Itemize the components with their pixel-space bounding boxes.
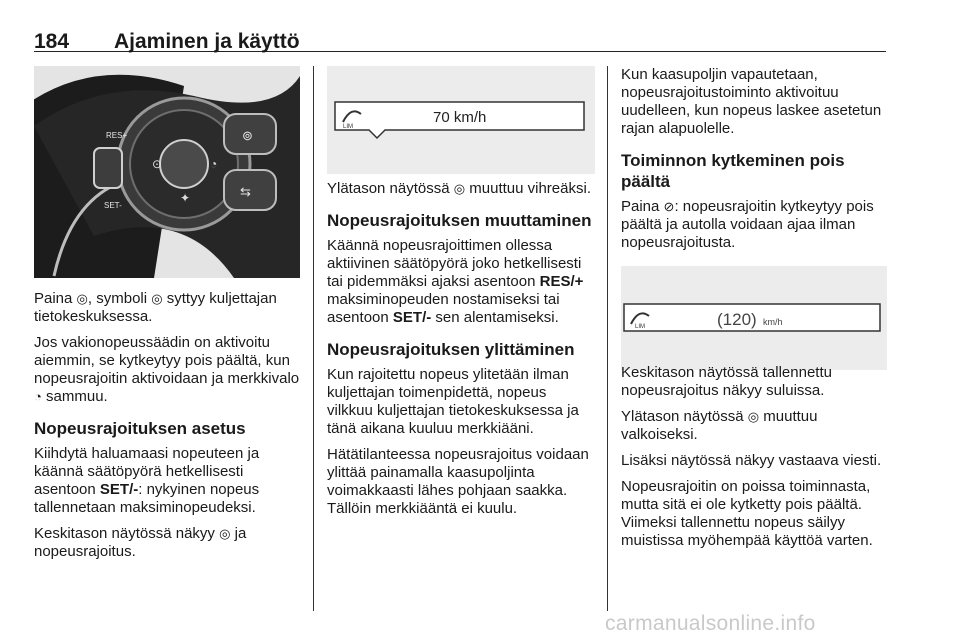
paragraph: Paina ◎, symboli ◎ syttyy kuljettajan tietokeskuksessa.: [34, 290, 277, 325]
svg-text:✦: ✦: [180, 191, 191, 205]
speed-limiter-icon: ◎: [76, 291, 88, 306]
display-top-figure: [327, 66, 595, 174]
paragraph: Käännä nopeusrajoittimen ollessa aktiivinen säätöpyörä joko hetkellisesti tai pidemmäksi ajaksi asentoon RES/+ maksiminopeuden nostamiseksi tai asentoon SET/- sen alentamiseksi.: [327, 237, 584, 326]
page-title: Ajaminen ja käyttö: [114, 30, 300, 53]
paragraph: Ylätason näytössä ◎ muuttuu vihreäksi.: [327, 180, 591, 197]
section-heading: Nopeusrajoituksen asetus: [34, 419, 246, 438]
speed-value: 70 km/h: [433, 109, 487, 126]
speed-limiter-icon: ◎: [747, 409, 760, 424]
paragraph: Paina ⊘: nopeusrajoitin kytkeytyy pois päältä ja autolla voidaan ajaa ilman nopeusrajoitusta.: [621, 198, 874, 251]
paragraph: Ylätason näytössä ◎ muuttuu valkoiseksi.: [621, 408, 818, 443]
paragraph: Kun rajoitettu nopeus ylitetään ilman kuljettajan toimenpidettä, nopeus vilkkuu kuljettajan tietokeskuksessa ja tänä aikana kuuluu merkkiääni.: [327, 366, 579, 437]
section-heading: Nopeusrajoituksen ylittäminen: [327, 340, 575, 359]
paragraph: Keskitason näytössä tallennettu nopeusrajoitus näkyy suluissa.: [621, 364, 832, 399]
paragraph: Lisäksi näytössä näkyy vastaava viesti.: [621, 452, 882, 469]
cruise-control-icon: ◔: [34, 389, 42, 404]
paragraph: Keskitason näytössä näkyy ◎ ja nopeusrajoitus.: [34, 525, 247, 560]
svg-text:◔: ◔: [210, 157, 218, 171]
steering-wheel-controls-figure: [34, 66, 300, 278]
section-heading: Nopeusrajoituksen muuttaminen: [327, 211, 592, 230]
page-number: 184: [34, 30, 70, 53]
column-1: [34, 290, 302, 569]
svg-text:⊚: ⊚: [242, 128, 253, 143]
lim-label: LIM: [343, 124, 354, 130]
watermark: carmanualsonline.info: [605, 612, 816, 635]
speed-limiter-icon: ◎: [219, 526, 231, 541]
steering-wheel-illustration: [34, 66, 300, 278]
column-divider-left: [313, 66, 314, 611]
lim-label-mid: LIM: [635, 324, 646, 330]
set-label: SET-: [104, 201, 122, 210]
stored-speed-value: (120): [717, 310, 757, 329]
paragraph: Kun kaasupoljin vapautetaan, nopeusrajoitustoiminto aktivoituu uudelleen, kun nopeus laskee asetetun rajan alapuolelle.: [621, 66, 882, 137]
paragraph: Nopeusrajoitin on poissa toiminnasta, mutta sitä ei ole kytketty pois päältä. Viimeksi tallennettu nopeus säilyy muistissa myöhempää käyttöä varten.: [621, 478, 873, 549]
paragraph: Kiihdytä haluamaasi nopeuteen ja käännä säätöpyörä hetkellisesti asentoon SET/-: nykyinen nopeus tallennetaan maksiminopeudeksi.: [34, 445, 260, 516]
section-heading: Toiminnon kytkeminen pois päältä: [621, 151, 845, 191]
svg-text:⇆: ⇆: [240, 184, 251, 199]
stored-speed-unit: km/h: [763, 317, 783, 327]
limiter-off-icon: ⊘: [663, 199, 675, 214]
paragraph: Jos vakionopeussäädin on aktivoitu aiemmin, se kytkeytyy pois päältä, kun nopeusrajoitin aktivoidaan ja merkkivalo ◔ sammuu.: [34, 334, 300, 405]
column-3: [621, 66, 891, 558]
speed-limiter-icon: ◎: [453, 181, 466, 196]
speed-limiter-icon: ◎: [151, 291, 163, 306]
paragraph: Hätätilanteessa nopeusrajoitus voidaan ylittää painamalla kaasupoljinta voimakkaasti lähes pohjaan saakka. Tällöin merkkiääntä ei kuulu.: [327, 446, 589, 517]
column-divider-right: [607, 66, 608, 611]
column-2: [327, 180, 595, 526]
res-label: RES+: [106, 131, 128, 140]
svg-text:⊙: ⊙: [152, 157, 163, 171]
page-header: [34, 8, 886, 52]
